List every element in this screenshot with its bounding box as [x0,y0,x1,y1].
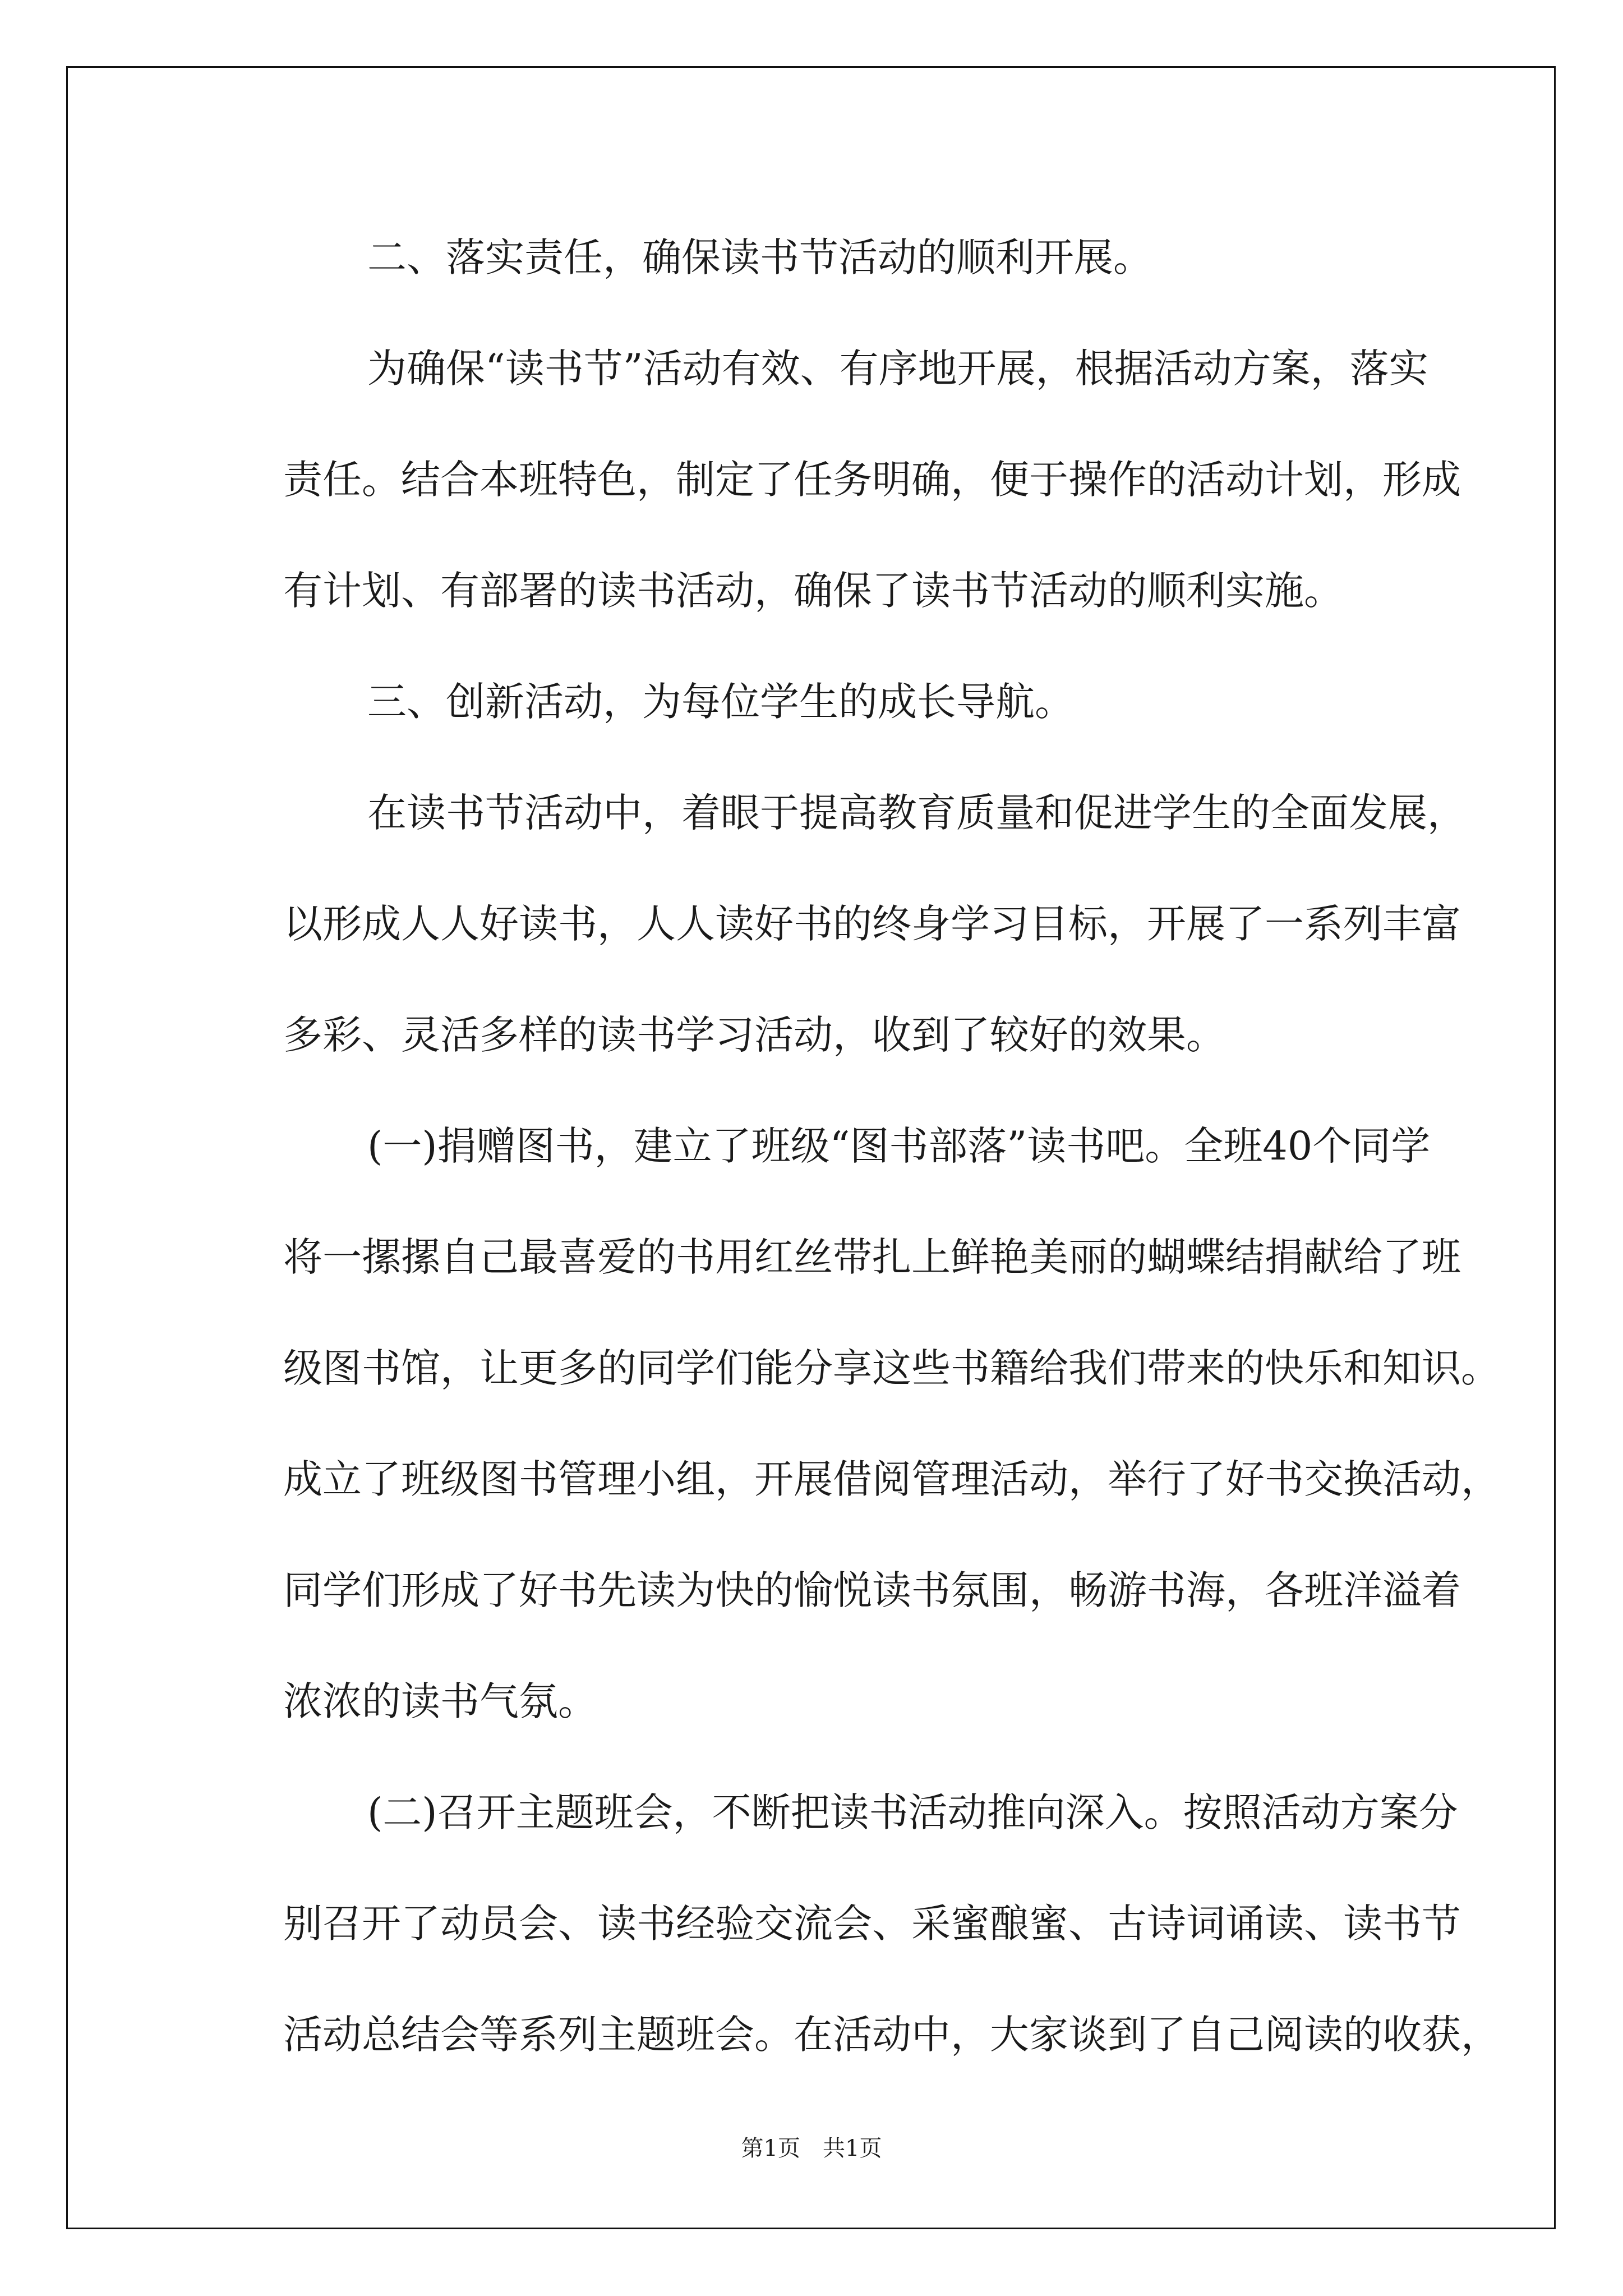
text-line: 多彩、灵活多样的读书学习活动，收到了较好的效果。 [283,1012,1225,1058]
text-line: 责任。结合本班特色，制定了任务明确，便于操作的活动计划，形成 [283,457,1461,503]
text-line: 别召开了动员会、读书经验交流会、采蜜酿蜜、古诗词诵读、读书节 [283,1901,1461,1947]
paragraph-4 [199,757,1467,1091]
paragraph-2 [199,313,1461,646]
text-line: (二)召开主题班会，不断把读书活动推向深入。按照活动方案分 [367,1789,1458,1835]
text-line: (一)捐赠图书，建立了班级“图书部落”读书吧。全班40个同学 [367,1123,1431,1169]
text-line: 浓浓的读书气氛。 [283,1678,597,1724]
text-line: 将一摞摞自己最喜爱的书用红丝带扎上鲜艳美丽的蝴蝶结捐献给了班 [283,1234,1461,1280]
text-line: 同学们形成了好书先读为快的愉悦读书氛围，畅游书海，各班洋溢着 [283,1567,1461,1613]
text-line: 级图书馆，让更多的同学们能分享这些书籍给我们带来的快乐和知识。 [283,1345,1500,1391]
text-line: 成立了班级图书管理小组，开展借阅管理活动，举行了好书交换活动， [283,1456,1500,1502]
text-line: 活动总结会等系列主题班会。在活动中，大家谈到了自己阅读的收获， [283,2012,1500,2058]
paragraph-3 [199,646,1422,757]
paragraph-5 [199,1091,1500,1757]
text-line: 有计划、有部署的读书活动，确保了读书节活动的顺利实施。 [283,568,1343,614]
text-line: 在读书节活动中，着眼于提高教育质量和促进学生的全面发展， [367,790,1467,836]
text-line: 二、落实责任，确保读书节活动的顺利开展。 [367,234,1152,280]
document-body [199,202,1500,2090]
page-number: 第1页 [741,2136,800,2161]
page-footer [0,2131,1623,2162]
text-line: 以形成人人好读书，人人读好书的终身学习目标，开展了一系列丰富 [283,901,1461,947]
text-line: 为确保“读书节”活动有效、有序地开展，根据活动方案，落实 [367,346,1428,392]
paragraph-1 [199,202,1422,313]
page-total: 共1页 [823,2136,882,2161]
paragraph-6 [199,1757,1500,2090]
text-line: 三、创新活动，为每位学生的成长导航。 [367,679,1074,725]
